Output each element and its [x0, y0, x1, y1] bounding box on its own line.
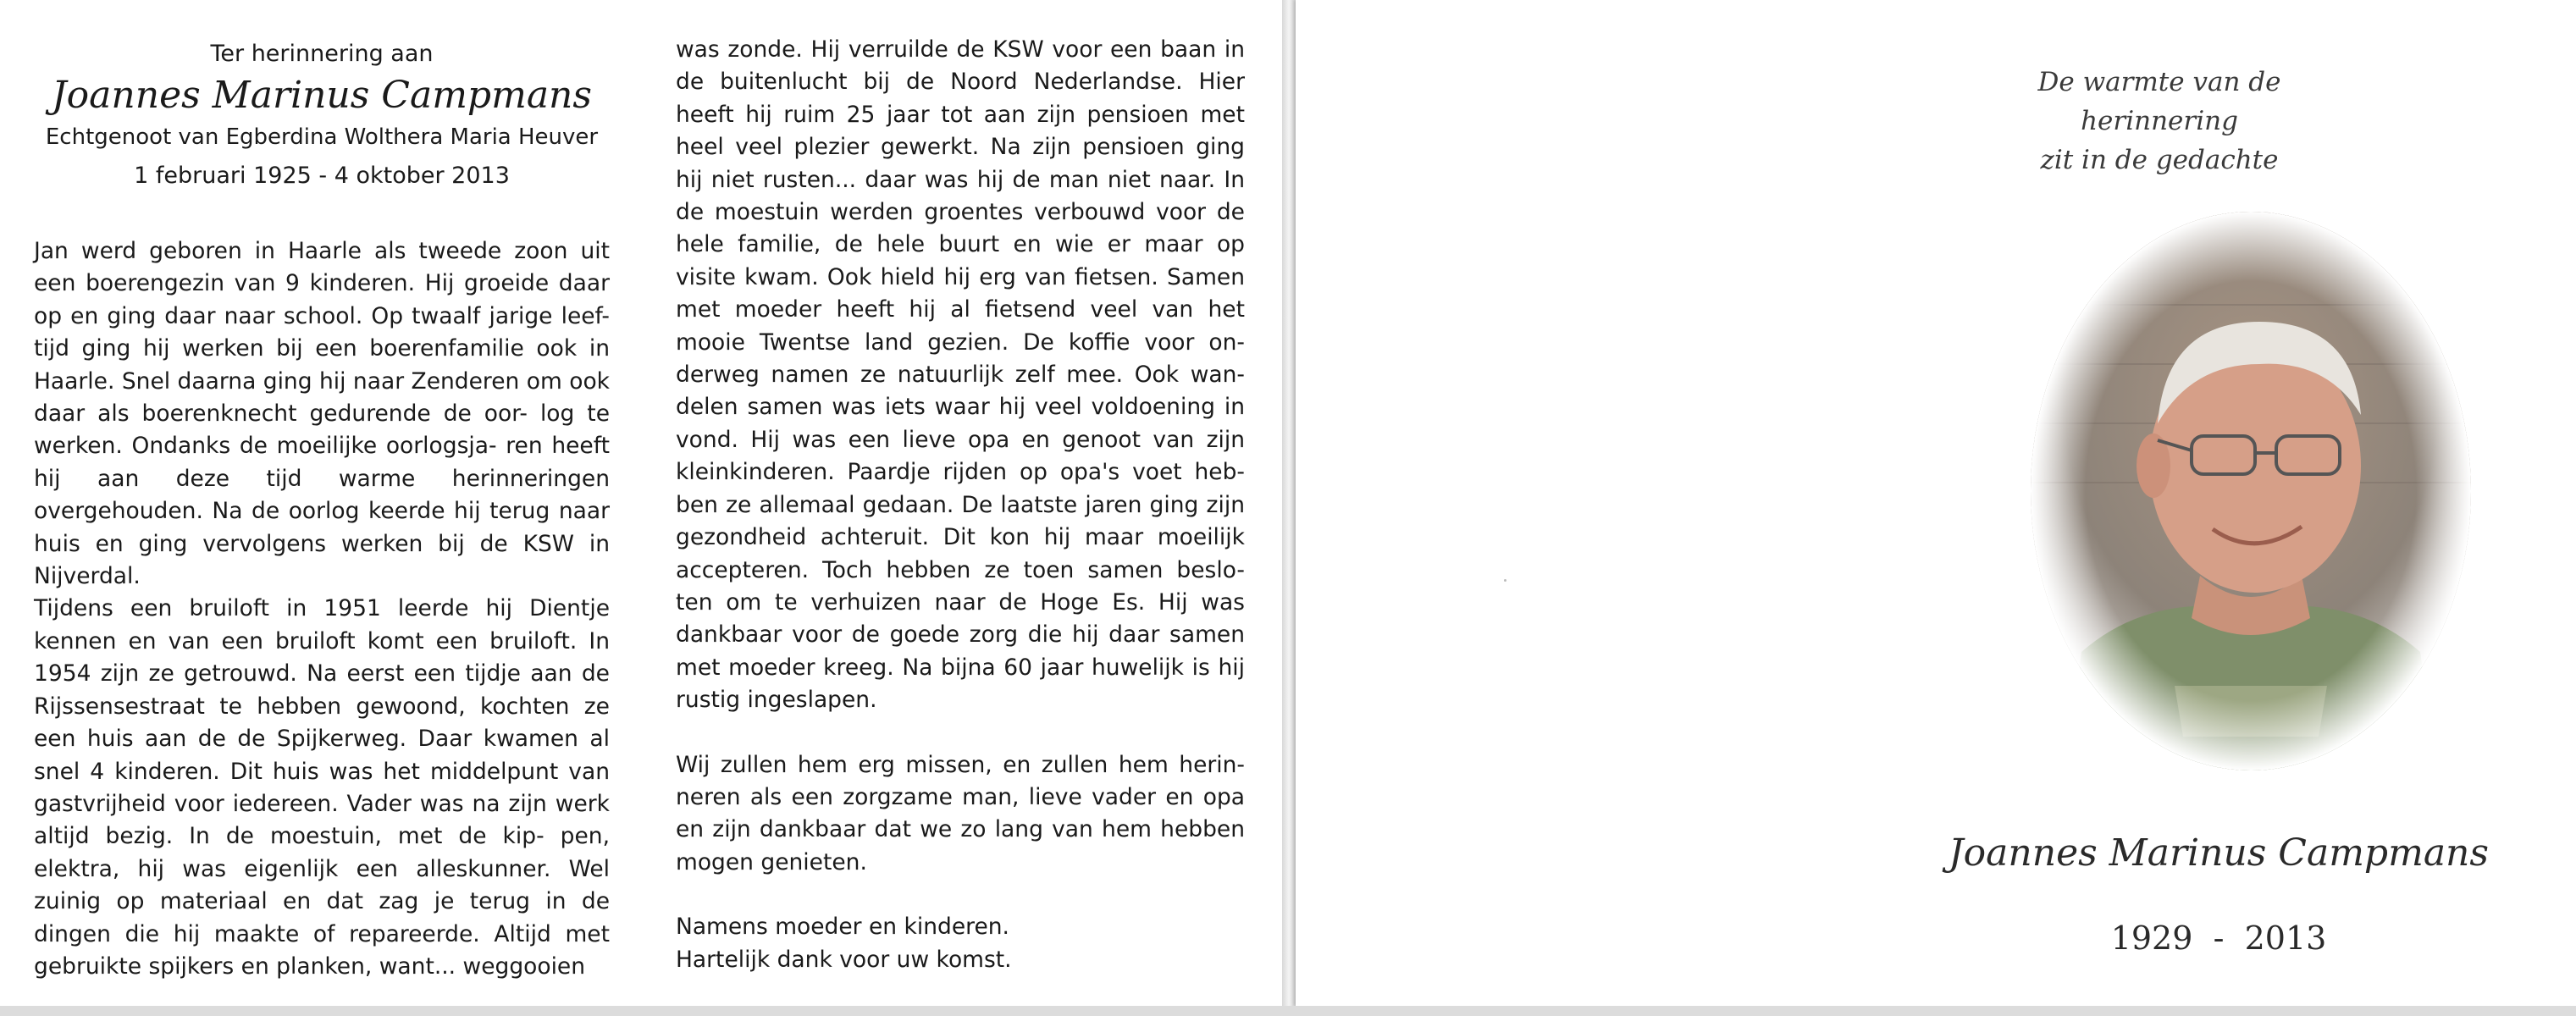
- death-year: 2013: [2244, 919, 2327, 957]
- card-inside-panel: [0, 0, 1282, 1006]
- biography-paragraph: Tijdens een bruiloft in 1951 leerde hij Dientje kennen en van een bruiloft komt een bruiloft. In 1954 zijn ze getrouwd. Na eerst een tijdje aan de Rijssensestraat te hebben gewoond, kochten ze een huis aan de de Spijkerweg. Daar kwamen al snel 4 kinderen. Dit huis was het middelpunt van gastvrijheid voor iedereen. Vader was na zijn werk altijd bezig. In de moestuin, met de kip- pen, elektra, hij was eigenlijk een alleskunner. Wel zuinig op materiaal en dat zag je terug in de dingen die hij maakte of repareerde. Altijd met gebruikte spijkers en planken, want... weggooien: [34, 595, 610, 980]
- card-fold: [1282, 0, 1296, 1016]
- memorial-quote: [1998, 63, 2320, 179]
- deceased-name: Joannes Marinus Campmans: [52, 74, 592, 117]
- closing-line: Hartelijk dank voor uw komst.: [676, 946, 1012, 973]
- paper-speck: [1504, 579, 1506, 582]
- life-dates: 1 februari 1925 - 4 oktober 2013: [134, 163, 510, 189]
- birth-year: 1929: [2110, 919, 2193, 957]
- year-separator: -: [2213, 919, 2225, 957]
- life-years: [2049, 913, 2388, 964]
- card-header: [34, 37, 610, 198]
- intro-text: Ter herinnering aan: [210, 41, 434, 67]
- front-name: Joannes Marinus Campmans: [1949, 831, 2489, 875]
- quote-line: De warmte van de herinnering: [2037, 67, 2281, 136]
- biography-column-2: [676, 34, 1245, 976]
- portrait-illustration: [2031, 212, 2471, 770]
- biography-paragraph: was zonde. Hij verruilde de KSW voor een baan in de buitenlucht bij de Noord Nederlandse. Hier heeft hij ruim 25 jaar tot aan zijn pensioen met heel veel plezier gewerkt. Na zijn pensioen ging hij niet rusten... daar was hij de man niet naar. In de moestuin werden groentes verbouwd voor de hele familie, de hele buurt en wie er maar op visite kwam. Ook hield hij erg van fietsen. Samen met moeder heeft hij al fietsend veel van het mooie Twentse land gezien. De koffie voor on- derweg namen ze natuurlijk zelf mee. Ook wan- delen samen was iets waar hij veel voldoening in vond. Hij was een lieve opa en genoot van zijn kleinkinderen. Paardje rijden op opa's voet heb- ben ze allemaal gedaan. De laatste jaren ging zijn gezondheid achteruit. Dit kon hij maar moeilijk accepteren. Toch hebben ze toen samen beslo- ten om te verhuizen naar de Hoge Es. Hij was dankbaar voor de goede zorg die hij daar samen met moeder kreeg. Na bijna 60 jaar huwelijk is hij rustig ingeslapen.: [676, 36, 1245, 714]
- biography-paragraph: Jan werd geboren in Haarle als tweede zoon uit een boerengezin van 9 kinderen. Hij groeide daar op en ging daar naar school. Op twaalf jarige leef- tijd ging hij werken bij een boerenfamilie ook in Haarle. Snel daarna ging hij naar Zenderen om ook daar als boerenknecht gedurende de oor- log te werken. Ondanks de moeilijke oorlogsja- ren heeft hij aan deze tijd warme herinneringen overgehouden. Na de oorlog keerde hij terug naar huis en ging vervolgens werken bij de KSW in Nijverdal.: [34, 238, 610, 590]
- portrait-photo: [2031, 212, 2471, 770]
- scan-edge: [0, 1006, 2576, 1016]
- closing-line: Namens moeder en kinderen.: [676, 914, 1009, 941]
- biography-column-1: [34, 235, 610, 983]
- quote-line: zit in de gedachte: [2040, 145, 2279, 175]
- spouse-line: Echtgenoot van Egberdina Wolthera Maria Heuver: [45, 124, 599, 150]
- biography-paragraph: Wij zullen hem erg missen, en zullen hem herin- neren als een zorgzame man, lieve vader en opa en zijn dankbaar dat we zo lang van hem hebben mogen genieten.: [676, 751, 1245, 875]
